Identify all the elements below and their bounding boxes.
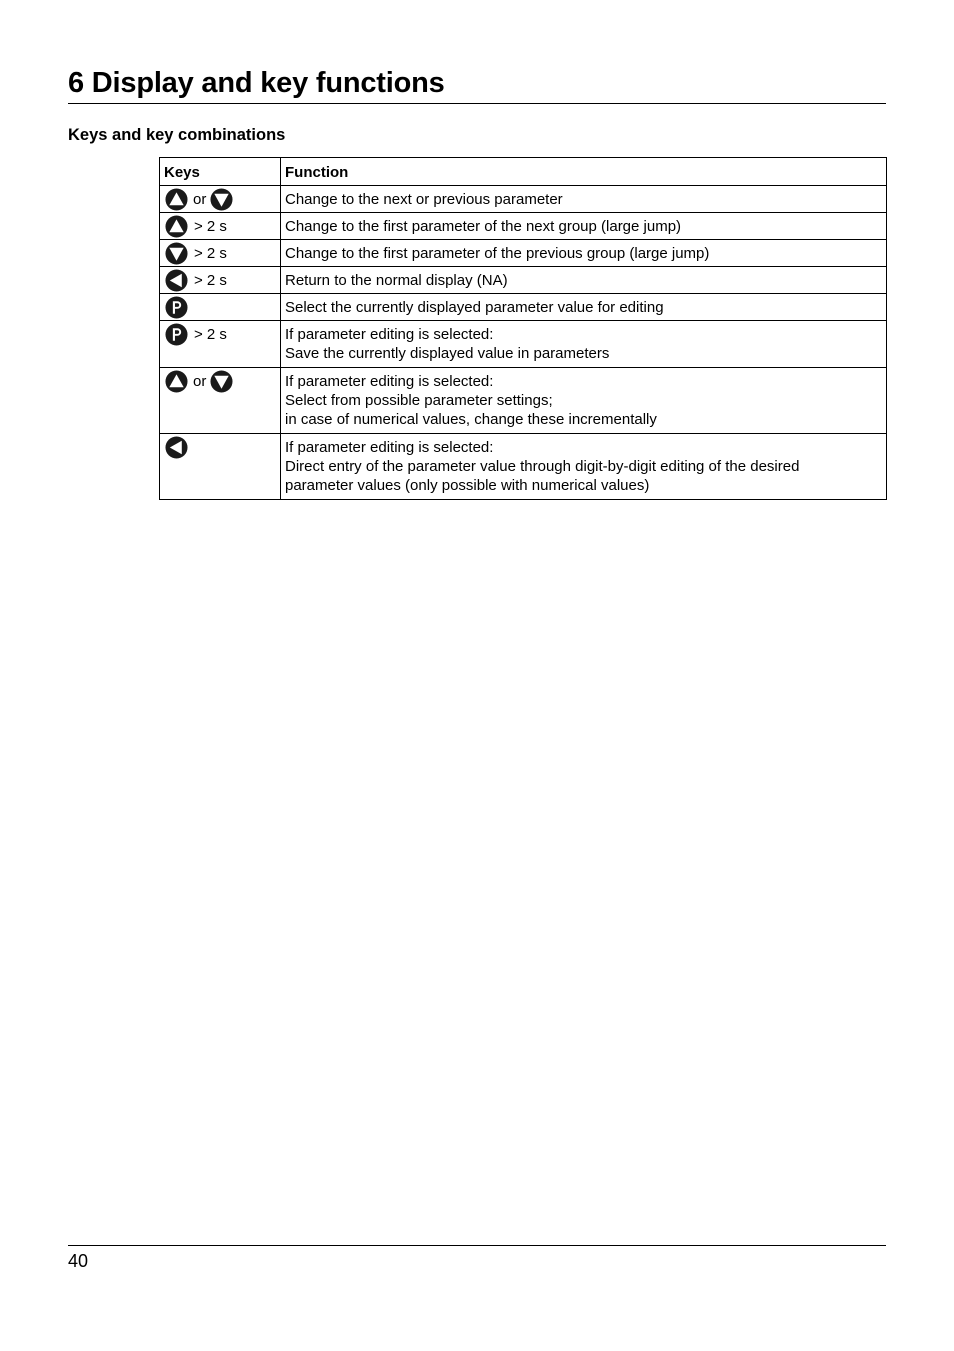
p-key-icon [165,323,188,346]
table-row [160,186,887,213]
function-cell [281,434,887,500]
function-cell [281,213,887,240]
function-cell [281,186,887,213]
keys-cell [160,267,281,294]
function-cell [281,294,887,321]
up-arrow-key-icon [165,370,188,393]
table-row [160,213,887,240]
keys-cell [160,434,281,500]
key-duration: > 2 s [194,245,227,262]
table-row [160,368,887,434]
function-text: parameter values (only possible with numerical values) [285,477,650,494]
function-text: If parameter editing is selected: [285,326,494,343]
function-cell [281,321,887,368]
keys-table [159,157,887,500]
left-arrow-key-icon [165,269,188,292]
footer-rule [68,1245,886,1246]
down-arrow-key-icon [165,242,188,265]
up-arrow-key-icon [165,215,188,238]
left-arrow-key-icon [165,436,188,459]
table-row [160,240,887,267]
keys-cell [160,213,281,240]
function-cell [281,267,887,294]
function-text: in case of numerical values, change these incrementally [285,411,657,428]
keys-cell [160,240,281,267]
table-row [160,294,887,321]
function-text: If parameter editing is selected: [285,439,494,456]
key-separator: or [193,373,207,390]
keys-cell [160,368,281,434]
function-text: Select the currently displayed parameter value for editing [285,299,664,316]
table-body [160,186,887,500]
function-text: Change to the next or previous parameter [285,191,563,208]
function-text: Change to the first parameter of the next group (large jump) [285,218,682,235]
keys-cell [160,186,281,213]
key-duration: > 2 s [194,218,227,235]
function-text: Direct entry of the parameter value through digit-by-digit editing of the desired [285,458,800,475]
up-arrow-key-icon [165,188,188,211]
key-duration: > 2 s [194,326,227,343]
table-header-row [160,158,887,186]
function-text: If parameter editing is selected: [285,373,494,390]
title-rule [68,103,886,104]
p-key-icon [165,296,188,319]
section-title: Keys and key combinations [68,126,286,144]
key-duration: > 2 s [194,272,227,289]
header-keys: Keys [160,158,281,186]
table-row [160,267,887,294]
keys-cell [160,321,281,368]
function-cell [281,368,887,434]
page-number: 40 [68,1251,89,1271]
down-arrow-key-icon [210,370,233,393]
chapter-title: 6 Display and key functions [68,67,445,99]
function-text: Save the currently displayed value in parameters [285,345,610,362]
down-arrow-key-icon [210,188,233,211]
table-row [160,321,887,368]
function-text: Return to the normal display (NA) [285,272,508,289]
table-row [160,434,887,500]
keys-cell [160,294,281,321]
function-cell [281,240,887,267]
function-text: Change to the first parameter of the previous group (large jump) [285,245,710,262]
key-separator: or [193,191,207,208]
header-function: Function [281,158,887,186]
function-text: Select from possible parameter settings; [285,392,553,409]
